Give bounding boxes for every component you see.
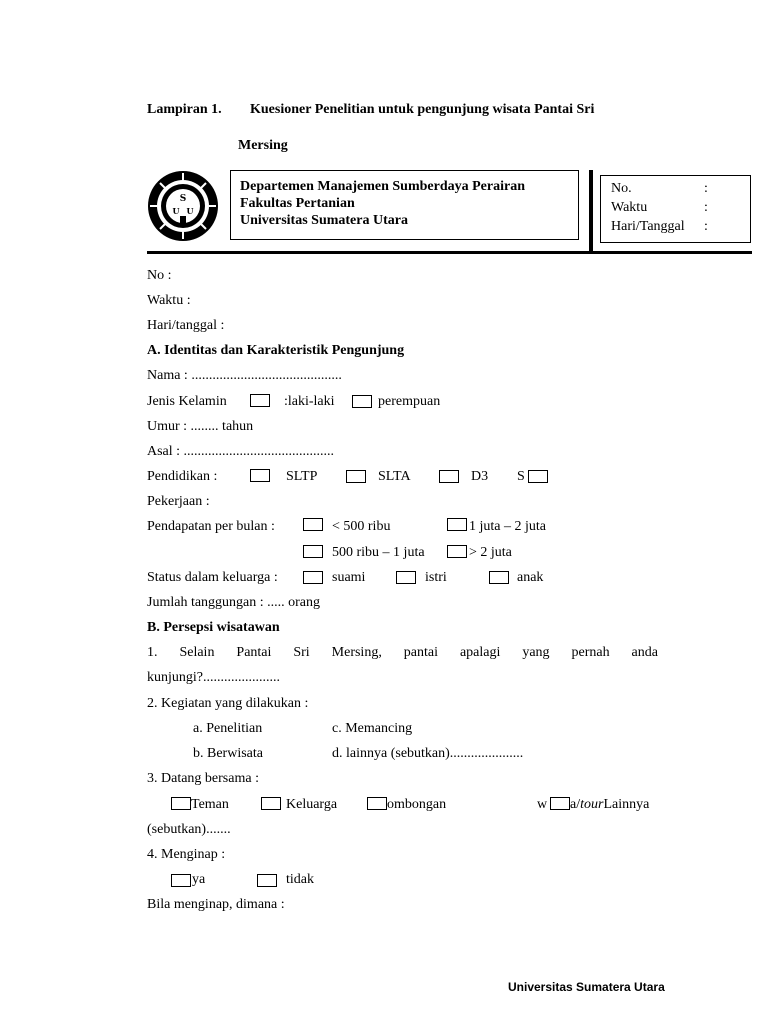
opt-lainnya: Lainnya xyxy=(603,797,650,812)
field-pekerjaan: Pekerjaan : xyxy=(147,494,210,509)
field-nama: Nama : ........................................... xyxy=(147,368,342,383)
q2-option-c: c. Memancing xyxy=(332,721,413,736)
opt-gt-2-juta: > 2 juta xyxy=(469,545,512,560)
q1-word: 1. xyxy=(147,645,158,660)
opt-laki-laki: :laki-laki xyxy=(284,394,335,409)
checkbox-rombongan[interactable] xyxy=(367,797,387,810)
q2-option-b: b. Berwisata xyxy=(193,746,263,761)
field-hari: Hari/tanggal : xyxy=(147,318,225,333)
opt-slta: SLTA xyxy=(378,469,411,484)
q1-word: anda xyxy=(631,645,658,660)
opt-rombongan: ombongan xyxy=(387,797,447,812)
pendidikan-label: Pendidikan : xyxy=(147,469,218,484)
title-prefix: Lampiran 1. xyxy=(147,102,222,117)
opt-tidak: tidak xyxy=(286,872,314,887)
dept-name: Departemen Manajemen Sumberdaya Perairan xyxy=(240,179,526,194)
checkbox-slta[interactable] xyxy=(346,470,366,483)
opt-500-ribu-1-juta: 500 ribu – 1 juta xyxy=(332,545,425,560)
jenis-kelamin-label: Jenis Kelamin xyxy=(147,394,227,409)
opt-teman: Teman xyxy=(191,797,229,812)
question-3: 3. Datang bersama : xyxy=(147,771,259,786)
opt-perempuan: perempuan xyxy=(378,394,441,409)
field-umur: Umur : ........ tahun xyxy=(147,419,254,434)
checkbox-500-ribu-1-juta[interactable] xyxy=(303,545,323,558)
q1-word: Selain xyxy=(179,645,215,660)
question-1-cont: kunjungi?...................... xyxy=(147,670,280,685)
opt-wisata-tour-text: a/ xyxy=(570,797,581,812)
opt-keluarga: Keluarga xyxy=(286,797,338,812)
q1-word: Pantai xyxy=(236,645,272,660)
opt-d3: D3 xyxy=(471,469,489,484)
q1-word: apalagi xyxy=(459,645,501,660)
question-1 xyxy=(147,645,658,661)
opt-tour-italic: tour xyxy=(580,797,604,812)
checkbox-gt-2-juta[interactable] xyxy=(447,545,467,558)
question-5: Bila menginap, dimana : xyxy=(147,897,285,912)
meta-waktu-label: Waktu xyxy=(611,200,648,215)
question-4: 4. Menginap : xyxy=(147,847,226,862)
field-no: No : xyxy=(147,268,172,283)
checkbox-sltp[interactable] xyxy=(250,469,270,482)
q1-word: yang xyxy=(522,645,550,660)
status-label: Status dalam keluarga : xyxy=(147,570,278,585)
opt-anak: anak xyxy=(517,570,544,585)
svg-text:S: S xyxy=(179,194,187,204)
opt-istri: istri xyxy=(425,570,447,585)
field-waktu: Waktu : xyxy=(147,293,191,308)
checkbox-perempuan[interactable] xyxy=(352,395,372,408)
meta-box xyxy=(600,175,751,243)
q1-word: Sri xyxy=(293,645,310,660)
header-underline xyxy=(147,251,752,254)
checkbox-tidak[interactable] xyxy=(257,874,277,887)
field-asal: Asal : ........................................... xyxy=(147,444,335,459)
checkbox-anak[interactable] xyxy=(489,571,509,584)
svg-text:U: U xyxy=(186,206,194,216)
checkbox-teman[interactable] xyxy=(171,797,191,810)
q2-option-d: d. lainnya (sebutkan)..................... xyxy=(332,746,524,761)
opt-lt-500-ribu: < 500 ribu xyxy=(332,519,391,534)
opt-1-2-juta: 1 juta – 2 juta xyxy=(469,519,546,534)
opt-wisata-tour-prefix: w xyxy=(537,797,548,812)
checkbox-d3[interactable] xyxy=(439,470,459,483)
checkbox-wisata-tour[interactable] xyxy=(550,797,570,810)
meta-no-sep: : xyxy=(704,181,708,196)
question-3-cont: (sebutkan)....... xyxy=(147,822,231,837)
meta-hari-label: Hari/Tanggal xyxy=(611,219,685,234)
opt-sltp: SLTP xyxy=(286,469,318,484)
opt-ya: ya xyxy=(192,872,206,887)
faculty-name: Fakultas Pertanian xyxy=(240,196,355,211)
institution-box xyxy=(230,170,579,240)
checkbox-ya[interactable] xyxy=(171,874,191,887)
field-jumlah-tanggungan: Jumlah tanggungan : ..... orang xyxy=(147,595,321,610)
header-divider xyxy=(589,170,593,254)
q1-word: pernah xyxy=(571,645,610,660)
title-text: Kuesioner Penelitian untuk pengunjung wisata Pantai Sri xyxy=(250,102,595,117)
q1-word: Mersing, xyxy=(331,645,382,660)
question-2: 2. Kegiatan yang dilakukan : xyxy=(147,696,309,711)
university-logo xyxy=(147,170,219,242)
q2-option-a: a. Penelitian xyxy=(193,721,263,736)
opt-wisata-tour xyxy=(570,797,649,813)
svg-text:U: U xyxy=(172,206,180,216)
meta-hari-sep: : xyxy=(704,219,708,234)
opt-suami: suami xyxy=(332,570,366,585)
footer-university: Universitas Sumatera Utara xyxy=(508,980,665,994)
checkbox-lt-500-ribu[interactable] xyxy=(303,518,323,531)
section-a-heading: A. Identitas dan Karakteristik Pengunjung xyxy=(147,343,405,358)
title-line2: Mersing xyxy=(238,138,288,153)
opt-s: S xyxy=(517,469,525,484)
meta-no-label: No. xyxy=(611,181,632,196)
q1-word: pantai xyxy=(403,645,438,660)
section-b-heading: B. Persepsi wisatawan xyxy=(147,620,280,635)
meta-waktu-sep: : xyxy=(704,200,708,215)
checkbox-keluarga[interactable] xyxy=(261,797,281,810)
checkbox-s[interactable] xyxy=(528,470,548,483)
checkbox-suami[interactable] xyxy=(303,571,323,584)
checkbox-istri[interactable] xyxy=(396,571,416,584)
checkbox-1-2-juta[interactable] xyxy=(447,518,467,531)
checkbox-laki-laki[interactable] xyxy=(250,394,270,407)
university-name: Universitas Sumatera Utara xyxy=(240,213,408,228)
pendapatan-label: Pendapatan per bulan : xyxy=(147,519,275,534)
